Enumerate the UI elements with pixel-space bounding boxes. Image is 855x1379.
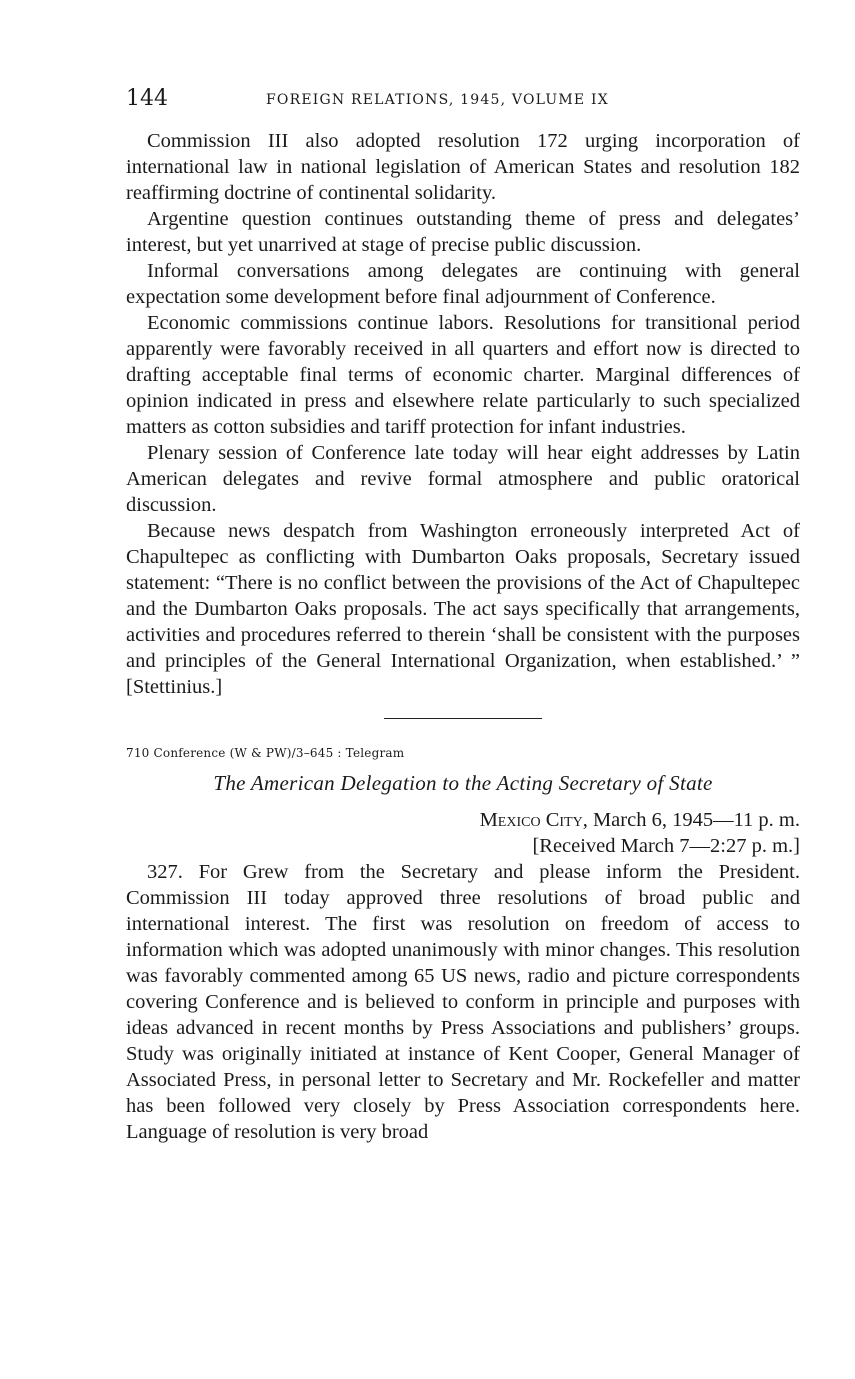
page-number: 144 xyxy=(126,86,168,111)
running-head xyxy=(126,84,800,114)
paragraph: Because news despatch from Washington erroneously interpreted Act of Chapultepec as conflicting with Dumbarton Oaks proposals, Secretary issued statement: “There is no conflict between the provisions of the Act of Chapultepec and the Dumbarton Oaks proposals. The act says specifically that arrangements, activities and procedures referred to therein ‘shall be consistent with the purposes and principles of the General International Organization, when established.’ ” [Stettinius.] xyxy=(126,520,800,698)
paragraph: Plenary session of Conference late today will hear eight addresses by Latin American delegates and revive formal atmosphere and public oratorical discussion. xyxy=(126,442,800,516)
telegram-body: 327. For Grew from the Secretary and please inform the President. Commission III today approved three resolutions of broad public and international interest. The first was resolution on freedom of access to information which was adopted unanimously with minor changes. This resolution was favorably commented among 65 US news, radio and picture correspondents covering Conference and is believed to conform in principle and purposes with ideas advanced in recent months by Press Associations and publishers’ groups. Study was originally initiated at instance of Kent Cooper, General Manager of Associated Press, in personal letter to Secretary and Mr. Rockefeller and matter has been followed very closely by Press Association correspondents here. Language of resolution is very broad xyxy=(126,861,800,1143)
paragraph: Informal conversations among delegates are continuing with general expectation some development before final adjournment of Conference. xyxy=(126,260,800,308)
file-reference: 710 Conference (W & PW)/3–645 : Telegram xyxy=(126,746,405,760)
paragraph: Economic commissions continue labors. Resolutions for transitional period apparently were favorably received in all quarters and effort now is directed to drafting acceptable final terms of economic charter. Marginal differences of opinion indicated in press and elsewhere relate particularly to such specialized matters as cotton subsidies and tariff protection for infant industries. xyxy=(126,312,800,438)
dateline-place: Mexico City xyxy=(479,809,583,831)
section-divider xyxy=(384,718,542,719)
running-head-title: FOREIGN RELATIONS, 1945, VOLUME IX xyxy=(266,92,609,108)
document-page xyxy=(126,84,800,1145)
dateline-date: , March 6, 1945—11 p. m. xyxy=(582,809,800,831)
paragraph: Commission III also adopted resolution 172 urging incorporation of international law in national legislation of American States and resolution 182 reaffirming doctrine of continental solidarity. xyxy=(126,130,800,204)
dateline xyxy=(126,807,800,833)
paragraph: Argentine question continues outstanding theme of press and delegates’ interest, but yet unarrived at stage of precise public discussion. xyxy=(126,208,800,256)
document-heading: The American Delegation to the Acting Secretary of State xyxy=(213,771,713,795)
received-note: [Received March 7—2:27 p. m.] xyxy=(532,835,800,857)
